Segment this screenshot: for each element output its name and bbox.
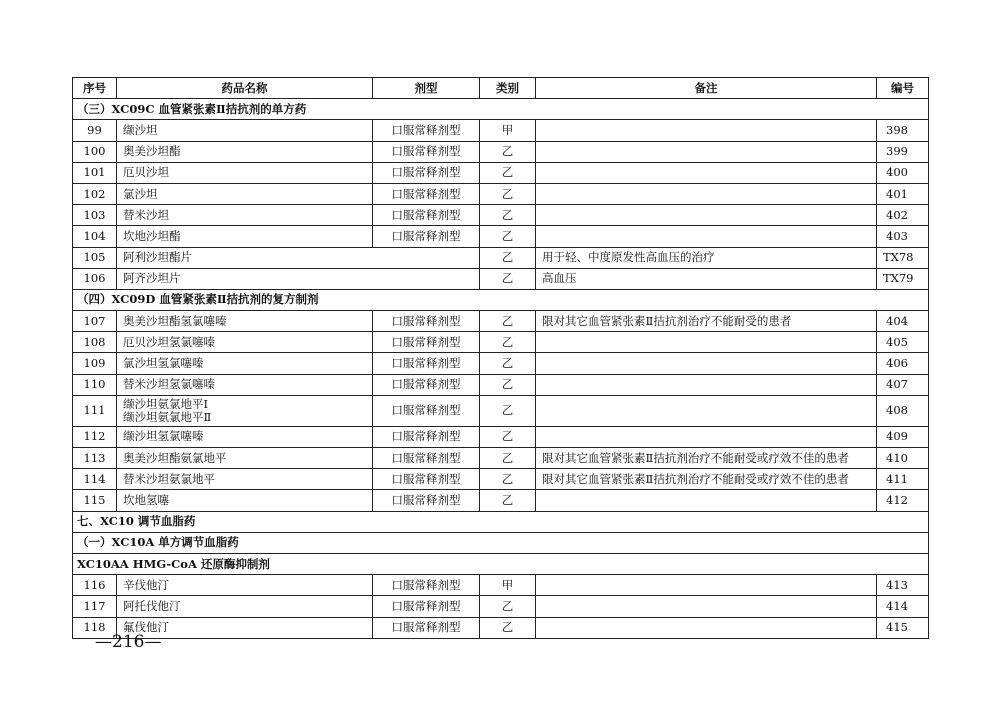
row-drug-name: 厄贝沙坦氢氯噻嗪 xyxy=(117,332,373,353)
row-note xyxy=(536,395,877,426)
row-category: 乙 xyxy=(480,353,536,374)
row-drug-name: 奥美沙坦酯氢氯噻嗪 xyxy=(117,311,373,332)
row-dosage-form: 口服常释剂型 xyxy=(373,353,480,374)
row-dosage-form: 口服常释剂型 xyxy=(373,205,480,226)
table-row xyxy=(73,575,929,596)
row-note xyxy=(536,353,877,374)
row-note xyxy=(536,490,877,511)
section-title: 七、XC10 调节血脂药 xyxy=(73,511,929,532)
drug-table xyxy=(72,77,929,639)
row-drug-name xyxy=(117,395,373,426)
header-dosage-form: 剂型 xyxy=(373,78,480,99)
row-dosage-form: 口服常释剂型 xyxy=(373,448,480,469)
header-note: 备注 xyxy=(536,78,877,99)
table-row xyxy=(73,448,929,469)
table-row xyxy=(73,226,929,247)
row-category: 乙 xyxy=(480,226,536,247)
table-row xyxy=(73,395,929,426)
row-note xyxy=(536,226,877,247)
row-no: 106 xyxy=(73,268,117,289)
row-note xyxy=(536,120,877,141)
row-category: 甲 xyxy=(480,575,536,596)
row-drug-name: 替米沙坦 xyxy=(117,205,373,226)
table-row xyxy=(73,311,929,332)
row-code: 414 xyxy=(877,596,929,617)
row-dosage-form: 口服常释剂型 xyxy=(373,141,480,162)
row-drug-name: 氯沙坦 xyxy=(117,183,373,204)
row-code: 399 xyxy=(877,141,929,162)
row-code: 413 xyxy=(877,575,929,596)
row-dosage-form: 口服常释剂型 xyxy=(373,120,480,141)
row-drug-name: 阿齐沙坦片 xyxy=(117,268,480,289)
table-row xyxy=(73,374,929,395)
row-code: 409 xyxy=(877,426,929,447)
row-code: 411 xyxy=(877,469,929,490)
row-code: 400 xyxy=(877,162,929,183)
row-note xyxy=(536,141,877,162)
row-note xyxy=(536,575,877,596)
row-no: 118 xyxy=(73,617,117,638)
row-note xyxy=(536,426,877,447)
drug-name-line-2: 缬沙坦氨氯地平Ⅱ xyxy=(123,409,212,424)
row-note xyxy=(536,205,877,226)
row-dosage-form: 口服常释剂型 xyxy=(373,426,480,447)
section-title: （三）XC09C 血管紧张素Ⅱ拮抗剂的单方药 xyxy=(73,99,929,120)
row-category: 乙 xyxy=(480,141,536,162)
row-no: 101 xyxy=(73,162,117,183)
row-no: 109 xyxy=(73,353,117,374)
row-dosage-form: 口服常释剂型 xyxy=(373,469,480,490)
row-note xyxy=(536,183,877,204)
row-code: 403 xyxy=(877,226,929,247)
page-number: —216— xyxy=(95,632,162,652)
table-row xyxy=(73,353,929,374)
row-drug-name: 氟伐他汀 xyxy=(117,617,373,638)
row-code: 402 xyxy=(877,205,929,226)
row-no: 117 xyxy=(73,596,117,617)
table-row xyxy=(73,120,929,141)
row-category: 乙 xyxy=(480,374,536,395)
section-title: XC10AA HMG-CoA 还原酶抑制剂 xyxy=(73,553,929,574)
row-category: 乙 xyxy=(480,183,536,204)
row-drug-name: 替米沙坦氢氯噻嗪 xyxy=(117,374,373,395)
row-dosage-form: 口服常释剂型 xyxy=(373,575,480,596)
table-row xyxy=(73,141,929,162)
row-code: 401 xyxy=(877,183,929,204)
row-note: 限对其它血管紧张素Ⅱ拮抗剂治疗不能耐受或疗效不佳的患者 xyxy=(536,448,877,469)
row-dosage-form: 口服常释剂型 xyxy=(373,332,480,353)
row-dosage-form: 口服常释剂型 xyxy=(373,374,480,395)
table-row xyxy=(73,205,929,226)
table-row xyxy=(73,617,929,638)
section-title: （四）XC09D 血管紧张素Ⅱ拮抗剂的复方制剂 xyxy=(73,289,929,310)
header-category: 类别 xyxy=(480,78,536,99)
row-code: 407 xyxy=(877,374,929,395)
row-drug-name: 阿托伐他汀 xyxy=(117,596,373,617)
section-row xyxy=(73,532,929,553)
row-no: 105 xyxy=(73,247,117,268)
row-no: 102 xyxy=(73,183,117,204)
row-dosage-form: 口服常释剂型 xyxy=(373,226,480,247)
table-row xyxy=(73,247,929,268)
header-drug-name: 药品名称 xyxy=(117,78,373,99)
section-title: （一）XC10A 单方调节血脂药 xyxy=(73,532,929,553)
row-drug-name: 辛伐他汀 xyxy=(117,575,373,596)
row-no: 111 xyxy=(73,395,117,426)
row-note xyxy=(536,162,877,183)
row-category: 乙 xyxy=(480,332,536,353)
row-category: 乙 xyxy=(480,448,536,469)
row-no: 100 xyxy=(73,141,117,162)
row-code: TX79 xyxy=(877,268,929,289)
row-drug-name: 坎地氢噻 xyxy=(117,490,373,511)
section-row xyxy=(73,511,929,532)
row-no: 104 xyxy=(73,226,117,247)
row-dosage-form: 口服常释剂型 xyxy=(373,490,480,511)
row-no: 107 xyxy=(73,311,117,332)
row-drug-name: 阿利沙坦酯片 xyxy=(117,247,480,268)
row-no: 116 xyxy=(73,575,117,596)
section-row xyxy=(73,99,929,120)
row-no: 113 xyxy=(73,448,117,469)
row-category: 乙 xyxy=(480,490,536,511)
row-category: 乙 xyxy=(480,617,536,638)
row-note: 限对其它血管紧张素Ⅱ拮抗剂治疗不能耐受或疗效不佳的患者 xyxy=(536,469,877,490)
row-dosage-form: 口服常释剂型 xyxy=(373,617,480,638)
row-no: 103 xyxy=(73,205,117,226)
table-row xyxy=(73,183,929,204)
row-code: 415 xyxy=(877,617,929,638)
table-row xyxy=(73,332,929,353)
table-row xyxy=(73,490,929,511)
row-note xyxy=(536,374,877,395)
row-note: 限对其它血管紧张素Ⅱ拮抗剂治疗不能耐受的患者 xyxy=(536,311,877,332)
row-note xyxy=(536,596,877,617)
row-drug-name: 替米沙坦氨氯地平 xyxy=(117,469,373,490)
table-body xyxy=(73,99,929,639)
row-category: 乙 xyxy=(480,268,536,289)
row-category: 乙 xyxy=(480,162,536,183)
row-note xyxy=(536,617,877,638)
drug-name-line-1: 缬沙坦氨氯地平Ⅰ xyxy=(123,396,209,411)
table-row xyxy=(73,426,929,447)
row-dosage-form: 口服常释剂型 xyxy=(373,162,480,183)
row-category: 乙 xyxy=(480,596,536,617)
header-code: 编号 xyxy=(877,78,929,99)
row-no: 112 xyxy=(73,426,117,447)
section-row xyxy=(73,289,929,310)
row-no: 99 xyxy=(73,120,117,141)
row-dosage-form: 口服常释剂型 xyxy=(373,183,480,204)
row-dosage-form: 口服常释剂型 xyxy=(373,395,480,426)
row-note xyxy=(536,332,877,353)
row-code: 412 xyxy=(877,490,929,511)
row-code: 398 xyxy=(877,120,929,141)
row-drug-name: 坎地沙坦酯 xyxy=(117,226,373,247)
row-drug-name: 缬沙坦氢氯噻嗪 xyxy=(117,426,373,447)
row-category: 乙 xyxy=(480,311,536,332)
row-note: 高血压 xyxy=(536,268,877,289)
table-row xyxy=(73,162,929,183)
row-note: 用于轻、中度原发性高血压的治疗 xyxy=(536,247,877,268)
row-code: 406 xyxy=(877,353,929,374)
row-drug-name: 缬沙坦 xyxy=(117,120,373,141)
table-row xyxy=(73,268,929,289)
section-row xyxy=(73,553,929,574)
row-category: 甲 xyxy=(480,120,536,141)
row-drug-name: 氯沙坦氢氯噻嗪 xyxy=(117,353,373,374)
row-no: 110 xyxy=(73,374,117,395)
row-category: 乙 xyxy=(480,205,536,226)
row-dosage-form: 口服常释剂型 xyxy=(373,596,480,617)
row-drug-name: 厄贝沙坦 xyxy=(117,162,373,183)
table-row xyxy=(73,469,929,490)
row-dosage-form: 口服常释剂型 xyxy=(373,311,480,332)
row-no: 108 xyxy=(73,332,117,353)
row-drug-name: 奥美沙坦酯 xyxy=(117,141,373,162)
row-category: 乙 xyxy=(480,247,536,268)
row-no: 114 xyxy=(73,469,117,490)
header-no: 序号 xyxy=(73,78,117,99)
row-drug-name: 奥美沙坦酯氨氯地平 xyxy=(117,448,373,469)
row-category: 乙 xyxy=(480,426,536,447)
row-code: 410 xyxy=(877,448,929,469)
row-category: 乙 xyxy=(480,395,536,426)
row-code: 404 xyxy=(877,311,929,332)
row-no: 115 xyxy=(73,490,117,511)
table-header-row xyxy=(73,78,929,99)
row-category: 乙 xyxy=(480,469,536,490)
row-code: 408 xyxy=(877,395,929,426)
row-code: TX78 xyxy=(877,247,929,268)
row-code: 405 xyxy=(877,332,929,353)
table-row xyxy=(73,596,929,617)
